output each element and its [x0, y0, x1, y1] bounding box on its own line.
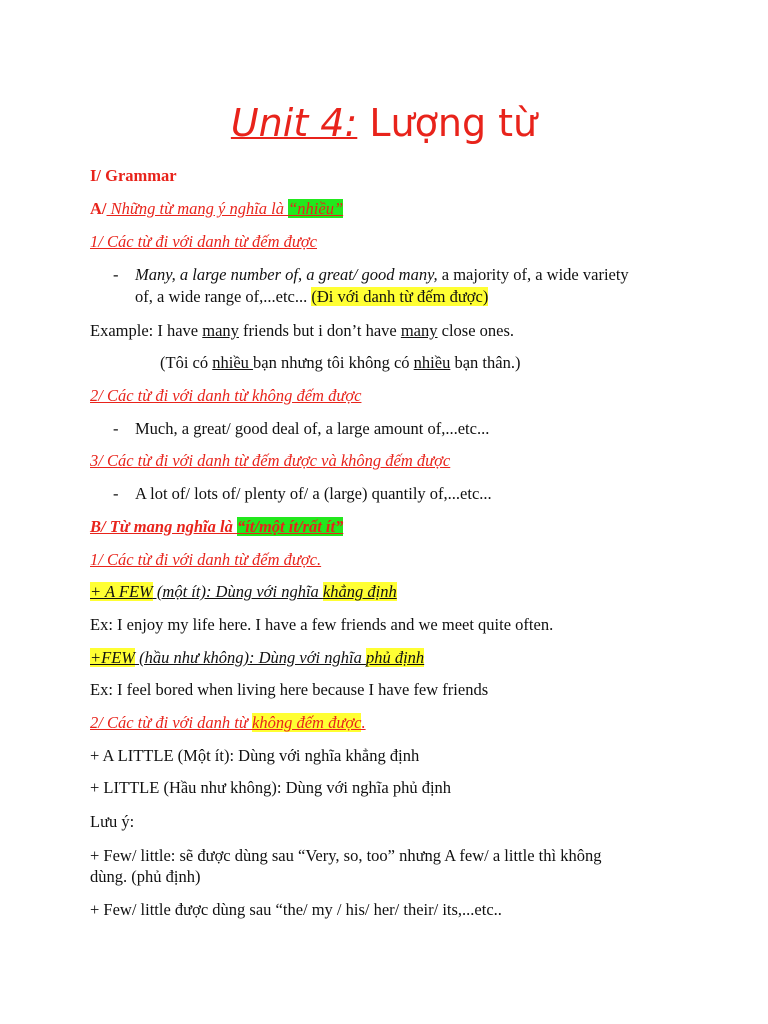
rule-few: +FEW (hầu như không): Dùng với nghĩa phủ định: [90, 648, 425, 667]
bullet-dash: -: [113, 419, 119, 438]
bullet-a2: Much, a great/ good deal of, a large amount of,...etc...: [135, 419, 490, 438]
subheading-a1: 1/ Các từ đi với danh từ đếm được: [90, 232, 317, 251]
subheading-b1: 1/ Các từ đi với danh từ đếm được.: [90, 550, 322, 569]
example-1-translation: (Tôi có nhiều bạn nhưng tôi không có nhiều bạn thân.): [160, 353, 521, 372]
bullet-dash: -: [113, 265, 119, 284]
heading-grammar: I/ Grammar: [90, 166, 177, 185]
note-heading: Lưu ý:: [90, 812, 135, 831]
bullet-dash: -: [113, 484, 119, 503]
subheading-a2: 2/ Các từ đi với danh từ không đếm được: [90, 386, 362, 405]
bullet-a3: A lot of/ lots of/ plenty of/ a (large) quantily of,...etc...: [135, 484, 492, 503]
note-1-line2: dùng. (phủ định): [90, 867, 201, 886]
rule-a-little: + A LITTLE (Một ít): Dùng với nghĩa khẳng định: [90, 746, 420, 765]
subheading-a3: 3/ Các từ đi với danh từ đếm được và không đếm được: [90, 451, 451, 470]
title-topic: Lượng từ: [357, 101, 538, 145]
heading-a: A/ Những từ mang ý nghĩa là “nhiều”: [90, 199, 344, 218]
rule-little: + LITTLE (Hầu như không): Dùng với nghĩa phủ định: [90, 778, 452, 797]
bullet-a1-line1: Many, a large number of, a great/ good many, a majority of, a wide variety: [135, 265, 629, 284]
example-2: Ex: I enjoy my life here. I have a few friends and we meet quite often.: [90, 615, 554, 634]
bullet-a1-line2: of, a wide range of,...etc... (Đi với danh từ đếm được): [135, 287, 489, 306]
title-unit: Unit 4:: [230, 101, 358, 145]
note-1-line1: + Few/ little: sẽ được dùng sau “Very, so, too” nhưng A few/ a little thì không: [90, 846, 602, 865]
subheading-b2: 2/ Các từ đi với danh từ không đếm được.: [90, 713, 366, 732]
note-2: + Few/ little được dùng sau “the/ my / his/ her/ their/ its,...etc..: [90, 900, 502, 919]
heading-b: B/ Từ mang nghĩa là “ít/một ít/rất ít”: [90, 517, 344, 536]
example-1: Example: I have many friends but i don’t have many close ones.: [90, 321, 515, 340]
page-title: [0, 98, 768, 148]
rule-a-few: + A FEW (một ít): Dùng với nghĩa khẳng định: [90, 582, 397, 601]
example-3: Ex: I feel bored when living here because I have few friends: [90, 680, 489, 699]
